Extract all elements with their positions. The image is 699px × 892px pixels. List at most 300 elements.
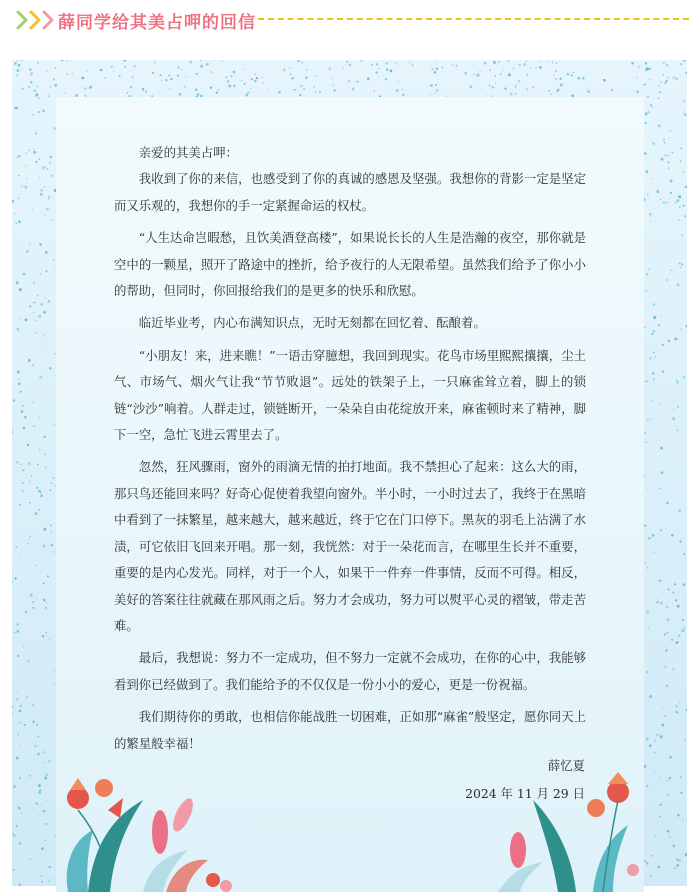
letter-paragraph: 临近毕业考，内心布满知识点，无时无刻都在回忆着、酝酿着。 xyxy=(138,315,486,331)
decoration-dot xyxy=(104,77,106,79)
decoration-dot xyxy=(686,496,687,498)
decoration-dot xyxy=(36,802,38,804)
decoration-dot xyxy=(46,70,47,71)
decoration-dot xyxy=(33,89,36,92)
decoration-dot xyxy=(666,502,668,504)
decoration-dot xyxy=(38,791,41,794)
decoration-dot xyxy=(356,81,359,84)
decoration-dot xyxy=(683,583,686,586)
decoration-dot xyxy=(646,273,648,275)
decoration-dot xyxy=(20,555,21,556)
decoration-dot xyxy=(551,61,553,63)
decoration-dot xyxy=(684,186,686,188)
decoration-dot xyxy=(40,494,43,497)
decoration-dot xyxy=(653,303,656,306)
decoration-dot xyxy=(37,736,39,738)
decoration-dot xyxy=(145,90,147,92)
decoration-dot xyxy=(44,840,46,842)
decoration-dot xyxy=(127,92,128,93)
decoration-dot xyxy=(22,405,24,407)
decoration-dot xyxy=(430,93,431,94)
decoration-dot xyxy=(28,462,31,465)
chevron-right-icon xyxy=(29,10,42,30)
decoration-dot xyxy=(47,575,49,577)
decoration-dot xyxy=(41,189,43,191)
decoration-dot xyxy=(676,381,679,384)
decoration-dot xyxy=(46,208,49,211)
decoration-dot xyxy=(464,72,467,75)
decoration-dot xyxy=(553,75,554,76)
decoration-dot xyxy=(22,482,24,484)
decoration-dot xyxy=(646,611,649,614)
decoration-dot xyxy=(13,834,16,837)
decoration-dot xyxy=(680,792,682,794)
decoration-dot xyxy=(649,213,652,216)
decoration-dot xyxy=(15,546,17,548)
decoration-dot xyxy=(43,582,45,584)
decoration-dot xyxy=(16,74,18,76)
decoration-dot xyxy=(645,122,647,124)
decoration-dot xyxy=(682,619,684,621)
decoration-dot xyxy=(278,91,281,94)
decoration-dot xyxy=(32,364,34,366)
decoration-dot xyxy=(665,649,667,651)
decoration-dot xyxy=(636,77,637,78)
decoration-dot xyxy=(130,86,132,88)
decoration-dot xyxy=(659,404,660,405)
decoration-dot xyxy=(29,502,30,503)
decoration-dot xyxy=(679,702,680,703)
decoration-dot xyxy=(38,315,41,318)
decoration-dot xyxy=(685,295,686,296)
decoration-dot xyxy=(22,490,24,492)
decoration-dot xyxy=(582,77,585,80)
decoration-dot xyxy=(38,543,39,544)
decoration-dot xyxy=(651,107,653,109)
decoration-dot xyxy=(19,722,21,724)
decoration-dot xyxy=(682,820,683,821)
decoration-dot xyxy=(378,68,380,70)
decoration-dot xyxy=(48,760,50,762)
decoration-dot xyxy=(662,344,664,346)
decoration-dot xyxy=(16,757,19,760)
decoration-dot xyxy=(50,482,52,484)
decoration-dot xyxy=(660,602,663,605)
decoration-dot xyxy=(679,262,681,264)
decoration-dot xyxy=(244,83,246,85)
decoration-dot xyxy=(671,638,674,641)
decoration-dot xyxy=(33,282,35,284)
decoration-dot xyxy=(39,376,42,379)
decoration-dot xyxy=(367,77,370,80)
decoration-dot xyxy=(658,324,660,326)
decoration-dot xyxy=(12,582,13,584)
decoration-dot xyxy=(669,130,671,132)
decoration-dot xyxy=(479,71,480,72)
decoration-dot xyxy=(498,61,500,63)
decoration-dot xyxy=(28,86,31,89)
decoration-dot xyxy=(20,68,21,69)
decoration-dot xyxy=(30,81,32,83)
decoration-dot xyxy=(395,62,397,64)
decoration-dot xyxy=(254,80,257,83)
decoration-dot xyxy=(27,444,29,446)
decoration-dot xyxy=(555,70,557,72)
decoration-dot xyxy=(113,70,115,72)
decoration-dot xyxy=(473,73,474,74)
decoration-dot xyxy=(165,79,167,81)
decoration-dot xyxy=(30,594,33,597)
decoration-dot xyxy=(671,152,673,154)
decoration-dot xyxy=(504,87,506,89)
decoration-dot xyxy=(651,177,652,178)
decoration-dot xyxy=(507,60,509,62)
decoration-dot xyxy=(29,243,31,245)
decoration-dot xyxy=(43,810,46,813)
decoration-dot xyxy=(21,185,23,187)
decoration-dot xyxy=(54,425,56,427)
decoration-dot xyxy=(683,204,685,206)
decoration-dot xyxy=(19,288,22,291)
section-header xyxy=(0,0,699,44)
decoration-dot xyxy=(17,690,19,692)
decoration-dot xyxy=(603,79,606,82)
decoration-dot xyxy=(469,85,472,88)
decoration-dot xyxy=(409,62,411,64)
letter-paragraph: 忽然，狂风骤雨，窗外的雨滴无情的拍打地面。我不禁担心了起来：这么大的雨，那只鸟还能回来吗？好奇心促使着我望向窗外。半小时，一小时过去了，我终于在黑暗中看到了一抹繁星，越来越大，越来越近，终于它在门口停下。黑灰的羽毛上沾满了水渍，可它依旧飞回来开唱。那一刻，我恍然：对于一朵花而言，在哪里生长并不重要，重要的是内心发光。同样，对于一个人，如果干一件弃一件事情，反而不可得。相反，美好的答案往往就藏在那风雨之后。努力才会成功，努力可以熨平心灵的褶皱，带走苦难。 xyxy=(114,459,586,633)
decoration-dot xyxy=(655,356,656,357)
decoration-dot xyxy=(675,599,677,601)
decoration-dot xyxy=(645,62,647,64)
decoration-dot xyxy=(670,179,673,182)
decoration-dot xyxy=(662,706,664,708)
decoration-dot xyxy=(15,222,17,224)
decoration-dot xyxy=(683,60,686,62)
decoration-dot xyxy=(647,488,649,490)
decoration-dot xyxy=(680,147,682,149)
decoration-dot xyxy=(35,132,37,134)
decoration-dot xyxy=(650,104,652,106)
decoration-dot xyxy=(294,89,296,91)
decoration-dot xyxy=(489,69,491,71)
decoration-dot xyxy=(560,83,563,86)
decoration-dot xyxy=(667,161,669,163)
decoration-dot xyxy=(43,751,45,753)
decoration-dot xyxy=(653,330,656,333)
decoration-dot xyxy=(54,84,57,87)
decoration-dot xyxy=(683,100,685,102)
decoration-dot xyxy=(412,64,414,66)
decoration-dot xyxy=(291,77,293,79)
decoration-dot xyxy=(48,95,50,97)
decoration-dot xyxy=(46,168,48,170)
decoration-dot xyxy=(508,73,511,76)
decoration-dot xyxy=(32,607,34,609)
decoration-dot xyxy=(230,75,232,77)
decoration-dot xyxy=(661,158,664,161)
decoration-dot xyxy=(16,825,18,827)
decoration-dot xyxy=(526,61,528,63)
decoration-dot xyxy=(29,775,31,777)
decoration-dot xyxy=(664,633,666,635)
decoration-dot xyxy=(53,259,55,261)
decoration-dot xyxy=(550,94,552,96)
decoration-dot xyxy=(18,197,20,199)
decoration-dot xyxy=(233,85,235,87)
decoration-dot xyxy=(12,833,14,835)
decoration-dot xyxy=(682,629,685,632)
decoration-dot xyxy=(494,75,496,77)
decoration-dot xyxy=(570,74,572,76)
decoration-dot xyxy=(206,65,207,66)
decoration-dot xyxy=(181,69,183,71)
decoration-dot xyxy=(660,447,663,450)
decoration-dot xyxy=(386,68,389,71)
decoration-dot xyxy=(668,77,669,78)
decoration-dot xyxy=(510,93,513,96)
decoration-dot xyxy=(20,705,22,707)
decoration-dot xyxy=(519,64,521,66)
decoration-dot xyxy=(661,316,662,317)
decoration-dot xyxy=(38,784,41,787)
decoration-dot xyxy=(35,512,38,515)
decoration-dot xyxy=(42,635,44,637)
decoration-dot xyxy=(455,64,457,66)
decoration-dot xyxy=(662,371,664,373)
decoration-dot xyxy=(664,82,666,84)
letter-paragraph: 我们期待你的勇敢，也相信你能战胜一切困难，正如那“麻雀”般坚定，愿你同天上的繁星般幸福！ xyxy=(114,709,586,751)
decoration-dot xyxy=(646,441,647,442)
decoration-dot xyxy=(306,69,307,70)
decoration-dot xyxy=(12,575,13,576)
decoration-dot xyxy=(40,303,43,306)
decoration-dot xyxy=(22,88,24,90)
decoration-dot xyxy=(218,89,219,90)
decoration-dot xyxy=(678,220,679,221)
decoration-dot xyxy=(267,89,268,90)
decoration-dot xyxy=(680,328,682,330)
decoration-dot xyxy=(179,93,182,96)
decoration-dot xyxy=(666,685,668,687)
decoration-dot xyxy=(30,75,31,76)
decoration-dot xyxy=(119,75,121,77)
decoration-dot xyxy=(673,76,676,79)
decoration-dot xyxy=(24,724,26,726)
decoration-dot xyxy=(684,739,685,740)
decoration-dot xyxy=(32,114,33,115)
decoration-dot xyxy=(378,76,379,77)
decoration-dot xyxy=(50,531,52,533)
decoration-dot xyxy=(29,858,31,860)
decoration-dot xyxy=(672,591,674,593)
decoration-dot xyxy=(168,74,170,76)
decoration-dot xyxy=(35,161,37,163)
decoration-dot xyxy=(638,66,641,69)
decoration-dot xyxy=(45,270,47,272)
decoration-dot xyxy=(666,279,668,281)
decoration-dot xyxy=(677,199,680,202)
decoration-dot xyxy=(329,68,331,70)
decoration-dot xyxy=(675,77,678,80)
decoration-dot xyxy=(346,61,348,63)
decoration-dot xyxy=(685,72,687,74)
decoration-dot xyxy=(678,859,681,862)
decoration-dot xyxy=(646,67,649,70)
decoration-dot xyxy=(664,155,666,157)
decoration-dot xyxy=(434,71,437,74)
letter-paragraph: 最后，我想说：努力不一定成功，但不努力一定就不会成功，在你的心中，我能够看到你已经做到了。我们能给予的不仅仅是一份小小的爱心，更是一份祝福。 xyxy=(114,650,586,692)
decoration-dot xyxy=(666,64,669,67)
decoration-dot xyxy=(39,449,40,450)
decoration-dot xyxy=(24,416,26,418)
decoration-dot xyxy=(254,73,255,74)
decoration-dot xyxy=(18,378,19,379)
decoration-dot xyxy=(38,158,40,160)
decoration-dot xyxy=(649,79,651,81)
decoration-dot xyxy=(390,70,392,72)
decoration-dot xyxy=(644,562,645,563)
decoration-dot xyxy=(26,696,28,698)
decoration-dot xyxy=(35,565,36,566)
chevron-group xyxy=(16,10,55,30)
decoration-dot xyxy=(664,666,666,668)
decoration-dot xyxy=(41,881,43,883)
decoration-dot xyxy=(680,776,682,778)
decoration-dot xyxy=(303,74,304,75)
decoration-dot xyxy=(376,71,378,73)
decoration-dot xyxy=(51,544,53,546)
decoration-dot xyxy=(401,89,402,90)
decoration-dot xyxy=(573,72,575,74)
decoration-dot xyxy=(300,85,303,88)
decoration-dot xyxy=(13,399,15,401)
decoration-dot xyxy=(679,206,681,208)
decoration-dot xyxy=(672,417,675,420)
decoration-dot xyxy=(29,68,31,70)
decoration-dot xyxy=(33,425,35,427)
decoration-dot xyxy=(84,87,87,90)
decoration-dot xyxy=(19,709,22,712)
decoration-dot xyxy=(31,685,32,686)
decoration-dot xyxy=(651,855,653,857)
decoration-dot xyxy=(332,84,334,86)
decoration-dot xyxy=(49,162,51,164)
decoration-dot xyxy=(666,80,668,82)
decoration-dot xyxy=(27,660,29,662)
decoration-dot xyxy=(681,234,683,236)
decoration-dot xyxy=(673,668,675,670)
decoration-dot xyxy=(161,80,162,81)
decoration-dot xyxy=(652,400,653,401)
decoration-dot xyxy=(50,156,52,158)
decoration-dot xyxy=(45,298,46,299)
flower-decoration-icon xyxy=(48,770,248,892)
decoration-dot xyxy=(647,111,650,114)
decoration-dot xyxy=(396,89,399,92)
decoration-dot xyxy=(664,142,666,144)
decoration-dot xyxy=(261,77,262,78)
decoration-dot xyxy=(72,72,73,73)
decoration-dot xyxy=(17,69,20,72)
decoration-dot xyxy=(18,330,20,332)
decoration-dot xyxy=(111,65,114,68)
decoration-dot xyxy=(676,858,679,861)
decoration-dot xyxy=(43,762,44,763)
decoration-dot xyxy=(663,139,665,141)
decoration-dot xyxy=(27,543,29,545)
decoration-dot xyxy=(402,94,404,96)
decoration-dot xyxy=(36,487,38,489)
decoration-dot xyxy=(46,602,47,603)
decoration-dot xyxy=(21,60,23,62)
decoration-dot xyxy=(13,785,16,788)
decoration-dot xyxy=(18,806,20,808)
decoration-dot xyxy=(40,491,42,493)
decoration-dot xyxy=(32,208,33,209)
decoration-dot xyxy=(32,720,35,723)
decoration-dot xyxy=(659,580,661,582)
decoration-dot xyxy=(343,68,344,69)
decoration-dot xyxy=(35,319,36,320)
decoration-dot xyxy=(684,215,686,217)
decoration-dot xyxy=(50,86,51,87)
decoration-dot xyxy=(19,884,21,886)
decoration-dot xyxy=(44,436,46,438)
decoration-dot xyxy=(42,544,45,547)
decoration-dot xyxy=(333,89,335,91)
decoration-dot xyxy=(683,171,685,173)
decoration-dot xyxy=(666,780,668,782)
page-title: 薛同学给其美占呷的回信 xyxy=(58,13,256,33)
decoration-dot xyxy=(676,379,677,380)
decoration-dot xyxy=(53,78,55,80)
decoration-dot xyxy=(539,61,540,62)
decoration-dot xyxy=(559,77,562,80)
decoration-dot xyxy=(86,70,87,71)
decoration-dot xyxy=(650,875,652,877)
decoration-dot xyxy=(289,67,291,69)
decoration-dot xyxy=(25,165,26,166)
decoration-dot xyxy=(28,359,31,362)
decoration-dot xyxy=(44,454,45,455)
decoration-dot xyxy=(154,62,155,63)
decoration-dot xyxy=(646,170,648,172)
decoration-dot xyxy=(539,66,542,69)
decoration-dot xyxy=(656,734,658,736)
decoration-dot xyxy=(452,64,454,66)
decoration-dot xyxy=(681,263,683,265)
decoration-dot xyxy=(184,86,186,88)
decoration-dot xyxy=(50,489,52,491)
decoration-dot xyxy=(668,167,670,169)
decoration-dot xyxy=(37,295,38,296)
decoration-dot xyxy=(32,808,34,810)
decoration-dot xyxy=(42,167,45,170)
decoration-dot xyxy=(17,655,19,657)
decoration-dot xyxy=(670,269,672,271)
decoration-dot xyxy=(241,80,242,81)
decoration-dot xyxy=(18,382,21,385)
decoration-dot xyxy=(673,409,675,411)
decoration-dot xyxy=(319,91,321,93)
decoration-dot xyxy=(654,752,656,754)
chevron-right-icon xyxy=(16,10,29,30)
decoration-dot xyxy=(200,65,203,68)
decoration-dot xyxy=(644,84,646,86)
decoration-dot xyxy=(41,847,44,850)
decoration-dot xyxy=(216,92,218,94)
decoration-dot xyxy=(29,535,31,537)
